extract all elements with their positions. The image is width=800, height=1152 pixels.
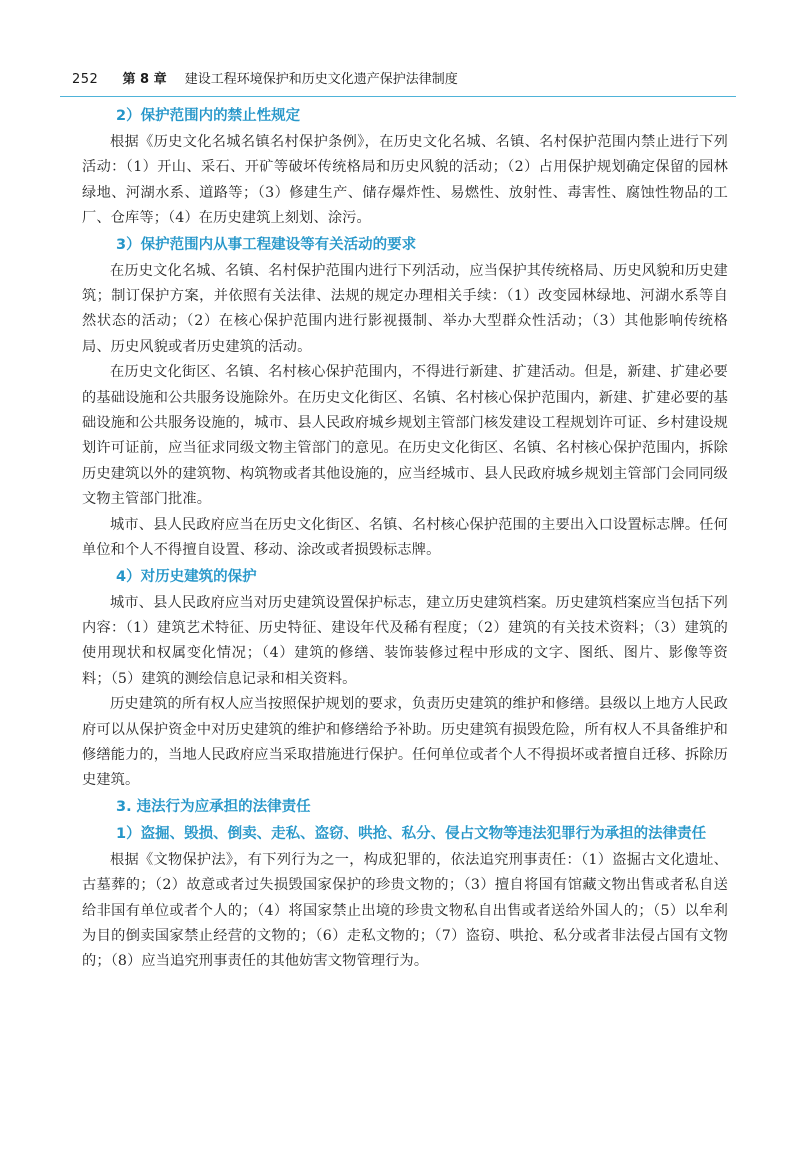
paragraph: 根据《历史文化名城名镇名村保护条例》，在历史文化名城、名镇、名村保护范围内禁止进行下列活动：（1）开山、采石、开矿等破坏传统格局和历史风貌的活动；（2）占用保护规划确定保留的园林绿地、河湖水系、道路等；（3）修建生产、储存爆炸性、易燃性、放射性、毒害性、腐蚀性物品的工厂、仓库等；（4）在历史建筑上刻划、涂污。: [82, 134, 728, 227]
page-body: [82, 103, 728, 975]
paragraph: 历史建筑的所有权人应当按照保护规划的要求，负责历史建筑的维护和修缮。县级以上地方人民政府可以从保护资金中对历史建筑的维护和修缮给予补助。历史建筑有损毁危险，所有权人不具备维护和修缮能力的，当地人民政府应当采取措施进行保护。任何单位或者个人不得损坏或者擅自迁移、拆除历史建筑。: [82, 696, 728, 789]
header-rule: [60, 96, 736, 97]
page-number: 252: [72, 72, 99, 87]
section-heading: 3. 违法行为应承担的法律责任: [116, 798, 311, 815]
paragraph: 在历史文化街区、名镇、名村核心保护范围内，不得进行新建、扩建活动。但是，新建、扩建必要的基础设施和公共服务设施除外。在历史文化街区、名镇、名村核心保护范围内，新建、扩建必要的基础设施和公共服务设施的，城市、县人民政府城乡规划主管部门核发建设工程规划许可证、乡村建设规划许可证前，应当征求同级文物主管部门的意见。在历史文化街区、名镇、名村核心保护范围内，拆除历史建筑以外的建筑物、构筑物或者其他设施的，应当经城市、县人民政府城乡规划主管部门会同同级文物主管部门批准。: [82, 364, 728, 508]
paragraph: 根据《文物保护法》，有下列行为之一，构成犯罪的，依法追究刑事责任：（1）盗掘古文化遗址、古墓葬的；（2）故意或者过失损毁国家保护的珍贵文物的；（3）擅自将国有馆藏文物出售或者私自送给非国有单位或者个人的；（4）将国家禁止出境的珍贵文物私自出售或者送给外国人的；（5）以牟利为目的倒卖国家禁止经营的文物的；（6）走私文物的；（7）盗窃、哄抢、私分或者非法侵占国有文物的；（8）应当追究刑事责任的其他妨害文物管理行为。: [82, 851, 728, 970]
section-criminal-liability: [82, 821, 728, 975]
page-header: [72, 68, 728, 92]
section-heading: 2）保护范围内的禁止性规定: [116, 108, 301, 124]
section-historic-building-protection: [82, 564, 728, 794]
section-heading: 3）保护范围内从事工程建设等有关活动的要求: [116, 236, 417, 253]
section-construction-requirements: [82, 232, 728, 564]
section-legal-liability: [82, 794, 728, 821]
chapter-label: 第 8 章: [122, 72, 167, 87]
paragraph: 在历史文化名城、名镇、名村保护范围内进行下列活动，应当保护其传统格局、历史风貌和历史建筑；制订保护方案，并依照有关法律、法规的规定办理相关手续：（1）改变园林绿地、河湖水系等自然状态的活动；（2）在核心保护范围内进行影视摄制、举办大型群众性活动；（3）其他影响传统格局、历史风貌或者历史建筑的活动。: [82, 262, 728, 355]
chapter-title: 建设工程环境保护和历史文化遗产保护法律制度: [184, 72, 458, 87]
section-heading: 4）对历史建筑的保护: [116, 568, 257, 585]
paragraph: 城市、县人民政府应当在历史文化街区、名镇、名村核心保护范围的主要出入口设置标志牌。任何单位和个人不得擅自设置、移动、涂改或者损毁标志牌。: [82, 516, 728, 559]
section-prohibitions: [82, 103, 728, 232]
paragraph: 城市、县人民政府应当对历史建筑设置保护标志，建立历史建筑档案。历史建筑档案应当包括下列内容：（1）建筑艺术特征、历史特征、建设年代及稀有程度；（2）建筑的有关技术资料；（3）建筑的使用现状和权属变化情况；（4）建筑的修缮、装饰装修过程中形成的文字、图纸、图片、影像等资料；（5）建筑的测绘信息记录和相关资料。: [82, 594, 728, 687]
section-heading: 1）盗掘、毁损、倒卖、走私、盗窃、哄抢、私分、侵占文物等违法犯罪行为承担的法律责任: [116, 825, 707, 842]
